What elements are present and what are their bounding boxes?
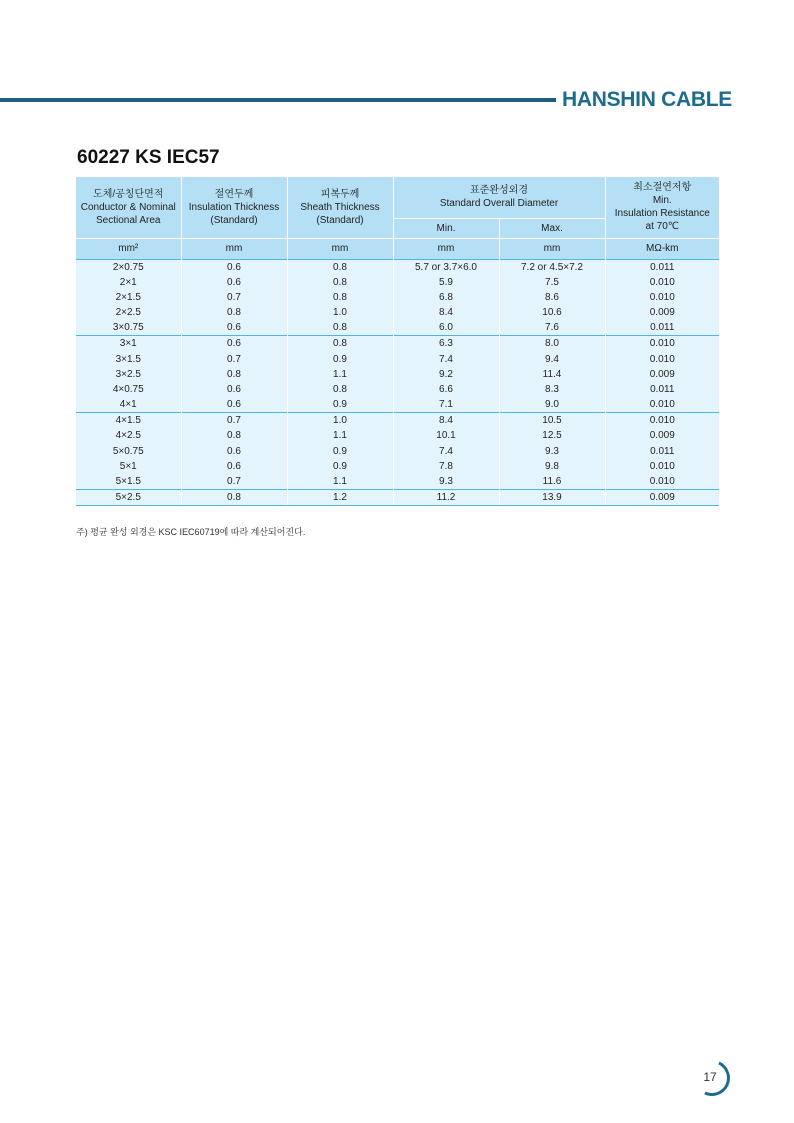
- unit-max: mm: [499, 238, 605, 259]
- footnote: 주) 평균 완성 외경은 KSC IEC60719에 따라 계산되어진다.: [76, 527, 306, 537]
- cell-max: 13.9: [499, 490, 605, 506]
- cell-size: 5×1.5: [76, 474, 181, 490]
- table-row: [76, 459, 719, 474]
- cell-size: 5×1: [76, 459, 181, 474]
- cell-size: 2×1.5: [76, 290, 181, 305]
- cell-ins: 0.8: [181, 490, 287, 506]
- cell-max: 9.3: [499, 444, 605, 459]
- cell-size: 3×0.75: [76, 320, 181, 336]
- table-row: [76, 397, 719, 413]
- page-number-badge: [694, 1060, 730, 1096]
- header-max: Max.: [499, 218, 605, 238]
- cell-sheath: 1.1: [287, 428, 393, 443]
- cell-res: 0.009: [605, 428, 719, 443]
- cell-min: 8.4: [393, 305, 499, 320]
- cell-ins: 0.7: [181, 474, 287, 490]
- cell-res: 0.010: [605, 459, 719, 474]
- cell-size: 5×2.5: [76, 490, 181, 506]
- cell-max: 9.0: [499, 397, 605, 413]
- table-row: [76, 275, 719, 290]
- cell-max: 8.6: [499, 290, 605, 305]
- cell-max: 7.5: [499, 275, 605, 290]
- cell-min: 5.9: [393, 275, 499, 290]
- cell-size: 3×1: [76, 336, 181, 352]
- cell-max: 10.5: [499, 413, 605, 429]
- cell-sheath: 0.9: [287, 351, 393, 366]
- table-row: [76, 336, 719, 352]
- cell-ins: 0.8: [181, 305, 287, 320]
- cell-size: 2×0.75: [76, 259, 181, 275]
- cell-size: 4×1: [76, 397, 181, 413]
- cell-res: 0.010: [605, 413, 719, 429]
- cell-res: 0.010: [605, 351, 719, 366]
- unit-resistance: MΩ-km: [605, 238, 719, 259]
- table-row: [76, 490, 719, 506]
- table-row: [76, 259, 719, 275]
- header-min: Min.: [393, 218, 499, 238]
- cell-size: 3×1.5: [76, 351, 181, 366]
- cell-res: 0.010: [605, 275, 719, 290]
- cell-ins: 0.6: [181, 459, 287, 474]
- cell-min: 10.1: [393, 428, 499, 443]
- cell-min: 9.2: [393, 367, 499, 382]
- cell-res: 0.009: [605, 490, 719, 506]
- header-overall-diameter: 표준완성외경 Standard Overall Diameter: [393, 177, 605, 218]
- cell-max: 7.6: [499, 320, 605, 336]
- cell-sheath: 1.0: [287, 305, 393, 320]
- cell-ins: 0.6: [181, 397, 287, 413]
- cell-max: 7.2 or 4.5×7.2: [499, 259, 605, 275]
- cell-min: 7.8: [393, 459, 499, 474]
- header-conductor: 도체/공칭단면적 Conductor & Nominal Sectional Area: [76, 177, 181, 238]
- table-row: [76, 305, 719, 320]
- cell-ins: 0.6: [181, 320, 287, 336]
- cell-sheath: 0.8: [287, 275, 393, 290]
- page-title: 60227 KS IEC57: [77, 147, 220, 168]
- cell-res: 0.010: [605, 290, 719, 305]
- cell-min: 7.4: [393, 444, 499, 459]
- cell-ins: 0.6: [181, 336, 287, 352]
- spec-table-body: [76, 259, 719, 506]
- cell-min: 6.8: [393, 290, 499, 305]
- table-row: [76, 474, 719, 490]
- cell-size: 5×0.75: [76, 444, 181, 459]
- cell-sheath: 1.2: [287, 490, 393, 506]
- cell-size: 4×2.5: [76, 428, 181, 443]
- unit-conductor: mm²: [76, 238, 181, 259]
- page-number: 17: [703, 1070, 717, 1084]
- cell-sheath: 0.8: [287, 336, 393, 352]
- cell-size: 2×2.5: [76, 305, 181, 320]
- cell-sheath: 0.9: [287, 397, 393, 413]
- cell-min: 11.2: [393, 490, 499, 506]
- table-row: [76, 290, 719, 305]
- cell-max: 9.8: [499, 459, 605, 474]
- cell-min: 6.6: [393, 382, 499, 397]
- cell-max: 8.0: [499, 336, 605, 352]
- brand-name: HANSHIN CABLE: [562, 88, 732, 111]
- cell-ins: 0.7: [181, 351, 287, 366]
- cell-sheath: 1.1: [287, 474, 393, 490]
- cell-ins: 0.8: [181, 428, 287, 443]
- table-row: [76, 413, 719, 429]
- cell-sheath: 1.1: [287, 367, 393, 382]
- cell-ins: 0.7: [181, 290, 287, 305]
- cell-sheath: 0.9: [287, 459, 393, 474]
- unit-insulation: mm: [181, 238, 287, 259]
- table-row: [76, 428, 719, 443]
- cell-res: 0.010: [605, 397, 719, 413]
- cell-max: 8.3: [499, 382, 605, 397]
- cell-ins: 0.8: [181, 367, 287, 382]
- cell-ins: 0.6: [181, 444, 287, 459]
- cell-max: 10.6: [499, 305, 605, 320]
- cell-res: 0.009: [605, 305, 719, 320]
- cell-ins: 0.6: [181, 382, 287, 397]
- cell-sheath: 0.9: [287, 444, 393, 459]
- cell-res: 0.011: [605, 259, 719, 275]
- cell-res: 0.011: [605, 320, 719, 336]
- header-rule: [0, 98, 556, 102]
- cell-sheath: 1.0: [287, 413, 393, 429]
- cell-size: 4×0.75: [76, 382, 181, 397]
- cell-sheath: 0.8: [287, 320, 393, 336]
- cell-sheath: 0.8: [287, 290, 393, 305]
- cell-res: 0.011: [605, 382, 719, 397]
- unit-sheath: mm: [287, 238, 393, 259]
- cell-res: 0.009: [605, 367, 719, 382]
- cell-max: 11.6: [499, 474, 605, 490]
- table-row: [76, 320, 719, 336]
- cell-min: 6.3: [393, 336, 499, 352]
- cell-size: 3×2.5: [76, 367, 181, 382]
- cell-max: 9.4: [499, 351, 605, 366]
- cell-min: 7.4: [393, 351, 499, 366]
- cell-sheath: 0.8: [287, 382, 393, 397]
- cell-max: 11.4: [499, 367, 605, 382]
- cell-size: 4×1.5: [76, 413, 181, 429]
- cell-min: 8.4: [393, 413, 499, 429]
- spec-table: [76, 177, 719, 506]
- table-row: [76, 367, 719, 382]
- unit-min: mm: [393, 238, 499, 259]
- cell-res: 0.010: [605, 474, 719, 490]
- cell-res: 0.010: [605, 336, 719, 352]
- cell-min: 6.0: [393, 320, 499, 336]
- table-row: [76, 382, 719, 397]
- table-row: [76, 351, 719, 366]
- cell-min: 7.1: [393, 397, 499, 413]
- cell-ins: 0.7: [181, 413, 287, 429]
- cell-ins: 0.6: [181, 259, 287, 275]
- cell-min: 5.7 or 3.7×6.0: [393, 259, 499, 275]
- header-insulation-resistance: 최소절연저항 Min. Insulation Resistance at 70℃: [605, 177, 719, 238]
- cell-ins: 0.6: [181, 275, 287, 290]
- table-row: [76, 444, 719, 459]
- cell-sheath: 0.8: [287, 259, 393, 275]
- header-insulation: 절연두께 Insulation Thickness (Standard): [181, 177, 287, 238]
- header-sheath: 피복두께 Sheath Thickness (Standard): [287, 177, 393, 238]
- cell-res: 0.011: [605, 444, 719, 459]
- cell-min: 9.3: [393, 474, 499, 490]
- cell-size: 2×1: [76, 275, 181, 290]
- cell-max: 12.5: [499, 428, 605, 443]
